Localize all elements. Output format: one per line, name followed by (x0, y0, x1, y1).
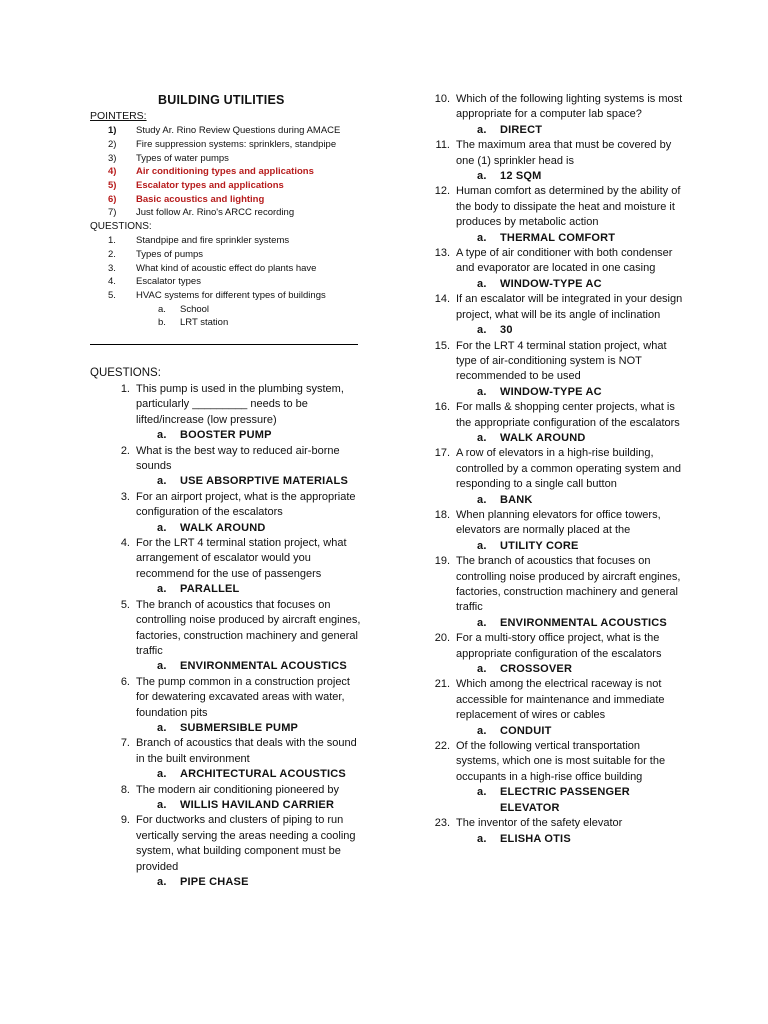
answer-text: BOOSTER PUMP (180, 429, 272, 442)
topic-sub-text: LRT station (180, 317, 229, 329)
answer-text: ENVIRONMENTAL ACOUSTICS (500, 616, 667, 629)
answer-text: WINDOW-TYPE AC (500, 385, 602, 398)
topic-text: Escalator types (136, 276, 201, 288)
answer-letter: a. (477, 539, 487, 552)
question-item (92, 490, 362, 536)
question-number: 2. (120, 444, 130, 457)
answer (456, 123, 684, 138)
topic-sub-text: School (180, 303, 210, 315)
answer-letter: a. (477, 123, 487, 136)
topic-item (108, 289, 378, 303)
pointer-number: 7) (108, 207, 117, 219)
answer-letter: a. (477, 170, 487, 183)
question-number: 5. (120, 598, 130, 611)
answer (456, 785, 684, 816)
pointer-item (108, 151, 378, 165)
question-item (412, 138, 684, 184)
question-number: 17. (434, 447, 450, 460)
question-text: What is the best way to reduced air-borne sounds (136, 444, 340, 473)
question-item (412, 400, 684, 446)
question-number: 3. (120, 490, 130, 503)
answer (136, 659, 362, 674)
question-item (412, 246, 684, 292)
question-item (412, 631, 684, 677)
pointer-number: 5) (108, 180, 117, 192)
answer (456, 169, 684, 184)
question-item (92, 536, 362, 598)
topic-item (108, 234, 378, 248)
pointer-text: Fire suppression systems: sprinklers, standpipe (136, 139, 337, 151)
question-text: For malls & shopping center projects, what is the appropriate configuration of the escalators (456, 401, 680, 429)
answer-text: PARALLEL (180, 583, 240, 596)
question-number: 18. (434, 508, 450, 521)
answer (136, 428, 362, 443)
pointer-number: 6) (108, 193, 117, 205)
topic-text: Standpipe and fire sprinkler systems (136, 235, 290, 247)
questions-label: QUESTIONS: (90, 367, 161, 379)
answer-text: ELISHA OTIS (500, 832, 571, 845)
questions-right-column (412, 92, 684, 847)
question-text: Which among the electrical raceway is not accessible for maintenance and immediate replacement of wires or cables (456, 678, 665, 722)
topic-number: 3. (108, 262, 116, 274)
answer (456, 385, 684, 400)
pointer-number: 3) (108, 152, 117, 164)
answer-letter: a. (477, 663, 487, 676)
answer-text: CONDUIT (500, 724, 552, 737)
question-text: When planning elevators for office towers, elevators are normally placed at the (456, 508, 661, 537)
answer-letter: a. (477, 385, 487, 398)
answer-letter: a. (157, 768, 167, 781)
section-divider (90, 344, 358, 345)
answer-text: BANK (500, 493, 533, 506)
question-item (412, 508, 684, 554)
question-text: A type of air conditioner with both condenser and evaporator are located in one casing (456, 247, 673, 275)
answer-letter: a. (157, 876, 167, 888)
answer-text: PIPE CHASE (180, 876, 249, 888)
question-item (412, 446, 684, 508)
question-item (412, 816, 684, 847)
pointer-text: Types of water pumps (136, 152, 229, 164)
question-item (92, 675, 362, 737)
question-number: 19. (434, 555, 450, 568)
answer-text: CROSSOVER (500, 663, 573, 676)
pointers-label: POINTERS: (90, 110, 147, 122)
answer-letter: a. (477, 616, 487, 629)
answer-letter: a. (157, 429, 167, 442)
question-text: For a multi-story office project, what is the appropriate configuration of the escalators (456, 632, 662, 660)
answer (456, 616, 684, 631)
question-item (92, 783, 362, 814)
question-number: 6. (120, 675, 130, 688)
question-item (412, 554, 684, 631)
pointer-item (108, 138, 378, 152)
answer (136, 798, 362, 813)
answer (456, 323, 684, 338)
answer-text: ARCHITECTURAL ACOUSTICS (180, 768, 346, 781)
question-item (412, 677, 684, 739)
pointer-item (108, 124, 378, 138)
answer (136, 767, 362, 782)
question-text: The branch of acoustics that focuses on controlling noise produced by aircraft engines, factories, construction machinery and general traffic (456, 555, 681, 614)
answer (456, 662, 684, 677)
question-number: 15. (434, 339, 450, 352)
answer-text: WALK AROUND (500, 431, 586, 444)
answer-text: SUBMERSIBLE PUMP (180, 721, 299, 734)
topics-label: QUESTIONS: (90, 221, 152, 232)
question-item (412, 739, 684, 816)
question-number: 10. (434, 93, 450, 105)
question-text: The branch of acoustics that focuses on controlling noise produced by aircraft engines, factories, construction machinery and general traffic (136, 598, 361, 657)
topic-sub-letter: a. (158, 303, 166, 315)
answer-text: THERMAL COMFORT (500, 231, 616, 244)
question-item (412, 184, 684, 246)
answer-text: WALK AROUND (180, 521, 266, 534)
topic-number: 5. (108, 290, 116, 302)
question-item (92, 382, 362, 444)
question-number: 23. (434, 817, 450, 830)
answer (456, 539, 684, 554)
question-item (412, 339, 684, 401)
question-number: 21. (434, 678, 450, 691)
question-item (92, 598, 362, 675)
answer-text: WINDOW-TYPE AC (500, 277, 602, 290)
pointer-number: 2) (108, 139, 117, 151)
answer-text: 12 SQM (500, 170, 542, 183)
answer (456, 493, 684, 508)
question-number: 12. (434, 185, 450, 198)
question-number: 20. (434, 632, 450, 645)
topic-text: What kind of acoustic effect do plants have (136, 262, 317, 274)
answer (136, 582, 362, 597)
answer-letter: a. (477, 431, 487, 444)
topic-subitem (108, 316, 378, 330)
answer-letter: a. (477, 324, 487, 337)
question-item (92, 813, 362, 890)
question-text: For an airport project, what is the appropriate configuration of the escalators (136, 490, 356, 519)
pointer-text: Escalator types and applications (136, 180, 284, 192)
answer (456, 724, 684, 739)
answer-letter: a. (157, 660, 167, 673)
pointer-text: Air conditioning types and applications (136, 166, 314, 178)
answer (136, 474, 362, 489)
question-text: Of the following vertical transportation systems, which one is most suitable for the occupants in a high-rise office building (456, 740, 666, 783)
pointer-item (108, 179, 378, 193)
question-text: For the LRT 4 terminal station project, what arrangement of escalator would you recommend for the use of passengers (136, 537, 347, 580)
answer (456, 231, 684, 246)
answer-text: WILLIS HAVILAND CARRIER (180, 798, 335, 811)
question-text: If an escalator will be integrated in your design project, what will be its angle of inclination (456, 293, 683, 321)
answer-letter: a. (157, 798, 167, 811)
answer-text: ELECTRIC PASSENGER ELEVATOR (500, 786, 630, 814)
question-text: For ductworks and clusters of piping to run vertically serving the areas needing a cooling system, what building component must be provided (136, 814, 356, 873)
question-text: Human comfort as determined by the ability of the body to dissipate the heat and moisture it produces by metabolic action (456, 185, 681, 229)
topic-number: 1. (108, 235, 116, 247)
question-item (92, 736, 362, 782)
question-text: A row of elevators in a high-rise building, controlled by a common operating system and responding to a single call button (456, 447, 682, 491)
answer-letter: a. (157, 583, 167, 596)
question-text: The inventor of the safety elevator (456, 817, 623, 830)
answer-text: UTILITY CORE (500, 539, 579, 552)
answer-letter: a. (157, 721, 167, 734)
pointer-text: Just follow Ar. Rino's ARCC recording (136, 207, 295, 219)
pointer-text: Study Ar. Rino Review Questions during AMACE (136, 125, 341, 137)
pointer-number: 4) (108, 166, 117, 178)
pointer-text: Basic acoustics and lighting (136, 193, 265, 205)
answer-letter: a. (157, 521, 167, 534)
topic-item (108, 248, 378, 262)
answer (136, 721, 362, 736)
answer-letter: a. (157, 475, 167, 488)
question-number: 1. (120, 383, 130, 395)
topic-number: 4. (108, 276, 116, 288)
questions-left-column (92, 382, 362, 890)
answer-letter: a. (477, 724, 487, 737)
answer-letter: a. (477, 786, 487, 799)
answer (456, 832, 684, 847)
answer (136, 521, 362, 536)
answer-letter: a. (477, 231, 487, 244)
answer-text: 30 (500, 324, 513, 337)
answer-letter: a. (477, 832, 487, 845)
pointer-item (108, 165, 378, 179)
topic-subitem (108, 302, 378, 316)
question-number: 22. (434, 740, 450, 753)
document-title: BUILDING UTILITIES (158, 93, 285, 107)
question-number: 9. (120, 814, 130, 827)
question-text: The maximum area that must be covered by one (1) sprinkler head is (456, 139, 672, 167)
pointers-list (108, 124, 378, 220)
topic-item (108, 275, 378, 289)
question-text: Which of the following lighting systems is most appropriate for a computer lab space? (456, 93, 683, 121)
answer-letter: a. (477, 277, 487, 290)
topic-text: Types of pumps (136, 249, 204, 261)
question-text: The pump common in a construction project for dewatering excavated areas with water, foundation pits (136, 675, 350, 719)
question-text: For the LRT 4 terminal station project, what type of air-conditioning system is NOT recommended to be used (456, 339, 667, 383)
answer (456, 431, 684, 446)
answer (456, 277, 684, 292)
question-number: 7. (120, 737, 130, 750)
answer-text: ENVIRONMENTAL ACOUSTICS (180, 660, 347, 673)
question-number: 8. (120, 783, 130, 796)
topic-number: 2. (108, 249, 116, 261)
question-number: 13. (434, 247, 450, 260)
question-number: 14. (434, 293, 450, 306)
pointer-number: 1) (108, 125, 117, 137)
topics-list (108, 234, 378, 330)
topic-item (108, 261, 378, 275)
question-number: 11. (435, 139, 450, 152)
answer-text: DIRECT (500, 123, 543, 136)
answer-letter: a. (477, 493, 487, 506)
topic-sub-letter: b. (158, 317, 166, 329)
question-number: 4. (120, 537, 130, 550)
topic-text: HVAC systems for different types of buildings (136, 290, 326, 302)
question-number: 16. (434, 401, 450, 414)
pointer-item (108, 192, 378, 206)
question-item (412, 92, 684, 138)
answer-text: USE ABSORPTIVE MATERIALS (180, 475, 348, 488)
question-text: Branch of acoustics that deals with the sound in the built environment (136, 737, 357, 765)
question-text: This pump is used in the plumbing system, particularly _________ needs to be lifted/increase (low pressure) (136, 383, 344, 426)
answer (136, 875, 362, 890)
question-item (92, 444, 362, 490)
question-text: The modern air conditioning pioneered by (136, 783, 340, 796)
question-item (412, 292, 684, 338)
pointer-item (108, 206, 378, 220)
